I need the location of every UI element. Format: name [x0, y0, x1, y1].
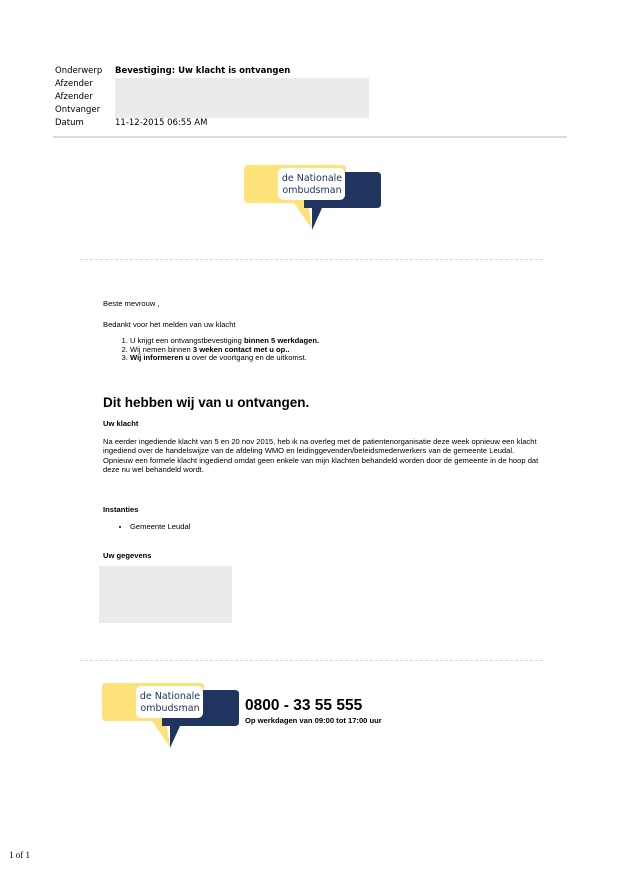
phone-number: 0800 - 33 55 555 — [245, 697, 363, 714]
logo-line2: ombudsman — [140, 703, 200, 714]
ombudsman-logo-footer — [100, 681, 242, 751]
logo-line2: ombudsman — [282, 185, 342, 196]
steps-list — [103, 337, 319, 363]
logo-line1: de Nationale — [139, 691, 201, 702]
page-number: 1 of 1 — [9, 850, 30, 860]
dashed-divider-top — [80, 259, 543, 260]
subject-label: Onderwerp — [55, 66, 103, 76]
redacted-personal-data — [99, 566, 232, 623]
recipient-label: Ontvanger — [55, 105, 101, 115]
step-item: 1. U krijgt een ontvangstbevestiging binnen 5 werkdagen. — [130, 337, 319, 346]
subject-value: Bevestiging: Uw klacht is ontvangen — [115, 66, 291, 76]
dashed-divider-bottom — [80, 660, 543, 661]
sender-label: Afzender — [55, 79, 93, 89]
ombudsman-logo — [242, 163, 384, 233]
step-item: 3. Wij informeren u over de voortgang en de uitkomst. — [130, 354, 319, 363]
instances-heading: Instanties — [103, 505, 139, 514]
step-item: 2. Wij nemen binnen 3 weken contact met u op.. — [130, 346, 319, 355]
instances-list — [103, 522, 190, 531]
date-value: 11-12-2015 06:55 AM — [115, 118, 208, 128]
opening-hours: Op werkdagen van 09:00 tot 17:00 uur — [245, 716, 382, 725]
date-label: Datum — [55, 118, 84, 128]
sender-label-2: Afzender — [55, 92, 93, 102]
complaint-heading: Uw klacht — [103, 419, 139, 428]
greeting: Beste mevrouw , — [103, 299, 160, 308]
logo-line1: de Nationale — [281, 173, 343, 184]
section-title: Dit hebben wij van u ontvangen. — [103, 395, 310, 410]
complaint-text: Na eerder ingediende klacht van 5 en 20 nov 2015, heb ik na overleg met de patientenorganisatie deze week opnieuw een klacht ingediend over de handelswijze van de afdeling WMO en leidinggevenden/beleidsmederwerkers van de gemeente Leudal. Opnieuw een formele klacht ingediend omdat geen enkele van mijn klachten behandeld worden door de gemeente in de hoop dat deze nu wel behandeld wordt. — [103, 437, 539, 474]
intro-text: Bedankt voor het melden van uw klacht — [103, 320, 236, 329]
instance-item: • Gemeente Leudal — [130, 522, 190, 531]
data-heading: Uw gegevens — [103, 551, 152, 560]
redacted-sender-recipient — [115, 78, 369, 118]
header-divider — [53, 136, 567, 138]
